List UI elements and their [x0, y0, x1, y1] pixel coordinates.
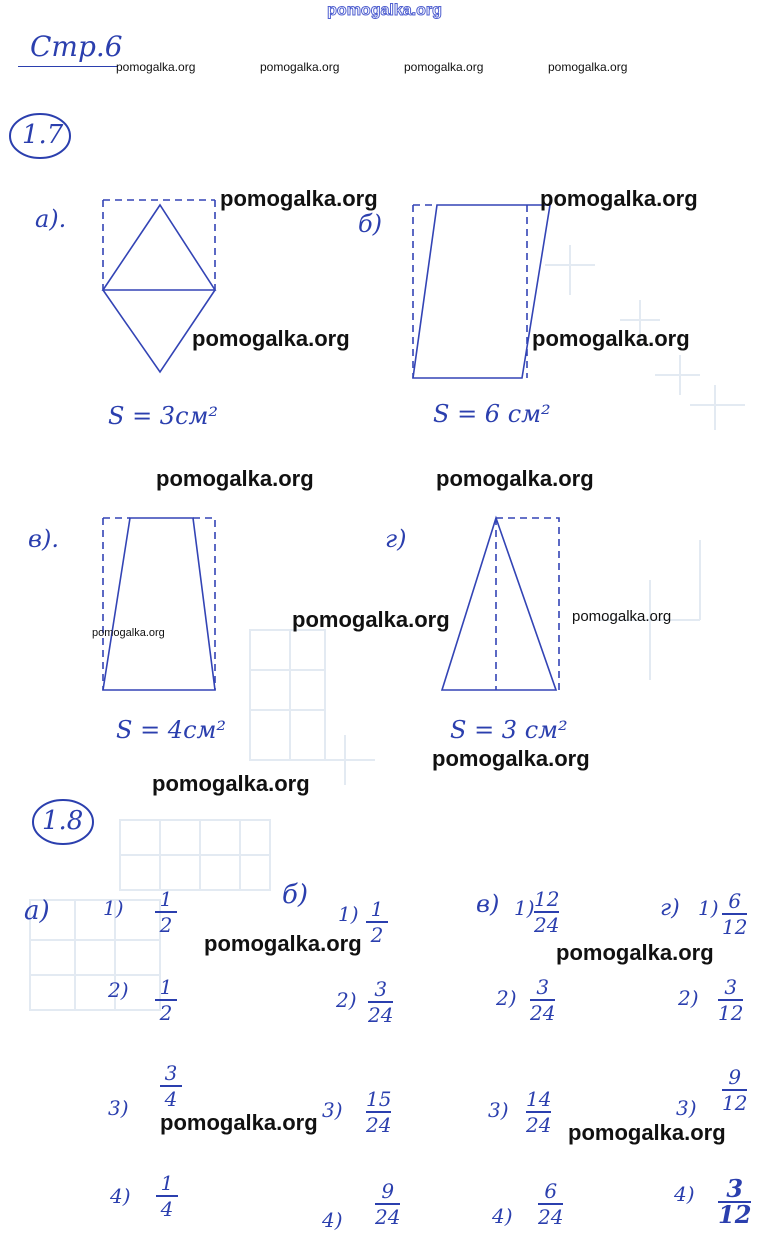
item-index: 1)	[514, 896, 535, 920]
watermark: pomogalka.org	[192, 326, 350, 351]
item-index: 2)	[108, 978, 129, 1002]
watermark: pomogalka.org	[432, 746, 590, 771]
item-index: 2)	[496, 986, 517, 1010]
watermark: pomogalka.org	[556, 940, 714, 965]
figure-d	[442, 518, 559, 690]
watermark: pomogalka.org	[292, 607, 450, 632]
page-reference: Стр.6	[30, 30, 123, 63]
watermark: pomogalka.org	[92, 627, 165, 639]
item-index: 4)	[110, 1184, 131, 1208]
site-title[interactable]: pomogalka.org	[327, 2, 442, 19]
watermark: pomogalka.org	[572, 608, 672, 625]
task-number-1-8: 1.8	[42, 806, 84, 836]
watermark: pomogalka.org	[156, 466, 314, 491]
fraction: 9 24	[375, 1179, 401, 1229]
figure-d-area: S = 3 см²	[450, 716, 568, 744]
item-index: 1)	[338, 902, 359, 926]
watermark: pomogalka.org	[404, 60, 484, 74]
fraction: 1 2	[155, 976, 177, 1024]
figure-d-letter: г)	[385, 525, 407, 553]
column-d-letter: г)	[660, 896, 680, 921]
watermark: pomogalka.org	[436, 466, 594, 491]
item-index: 4)	[492, 1204, 513, 1228]
item-index: 4)	[674, 1182, 695, 1206]
watermark: pomogalka.org	[548, 60, 628, 74]
column-c-letter: в)	[476, 890, 500, 918]
fraction: 9 12	[722, 1065, 748, 1115]
watermark: pomogalka.org	[532, 326, 690, 351]
figure-b	[413, 205, 550, 378]
fraction: 15 24	[366, 1087, 392, 1137]
item-index: 1)	[698, 896, 719, 920]
item-index: 4)	[322, 1208, 343, 1232]
figure-b-letter: б)	[358, 210, 383, 238]
watermark: pomogalka.org	[540, 186, 698, 211]
figure-a-letter: а).	[35, 205, 67, 233]
watermark: pomogalka.org	[204, 931, 362, 956]
watermark: pomogalka.org	[568, 1120, 726, 1145]
item-index: 3)	[108, 1096, 129, 1120]
watermark: pomogalka.org	[152, 771, 310, 796]
watermark: pomogalka.org	[160, 1110, 318, 1135]
fraction: 1 2	[366, 898, 388, 946]
watermark: pomogalka.org	[220, 186, 378, 211]
item-index: 3)	[676, 1096, 697, 1120]
item-index: 3)	[488, 1098, 509, 1122]
task-number-1-7: 1.7	[22, 120, 64, 150]
fraction: 3 12	[718, 975, 744, 1025]
watermark: pomogalka.org	[260, 60, 340, 74]
figure-c	[103, 518, 215, 690]
column-b-letter: б)	[282, 880, 309, 910]
item-index: 3)	[322, 1098, 343, 1122]
fraction: 12 24	[534, 887, 560, 937]
fraction: 14 24	[526, 1087, 552, 1137]
figure-c-area: S = 4см²	[116, 716, 227, 744]
column-a-letter: а)	[24, 896, 50, 926]
fraction: 6 12	[722, 889, 748, 939]
item-index: 2)	[336, 988, 357, 1012]
fraction: 3 24	[530, 975, 556, 1025]
fraction: 3 4	[160, 1062, 182, 1110]
figure-a-area: S = 3см²	[108, 402, 219, 430]
item-index: 1)	[103, 896, 124, 920]
figure-c-letter: в).	[28, 525, 59, 553]
fraction: 6 24	[538, 1179, 564, 1229]
fraction: 3 24	[368, 977, 394, 1027]
item-index: 2)	[678, 986, 699, 1010]
fraction: 3 12	[718, 1174, 752, 1229]
figure-b-area: S = 6 см²	[433, 400, 551, 428]
watermark: pomogalka.org	[116, 60, 196, 74]
fraction: 1 4	[156, 1172, 178, 1220]
fraction: 1 2	[155, 888, 177, 936]
